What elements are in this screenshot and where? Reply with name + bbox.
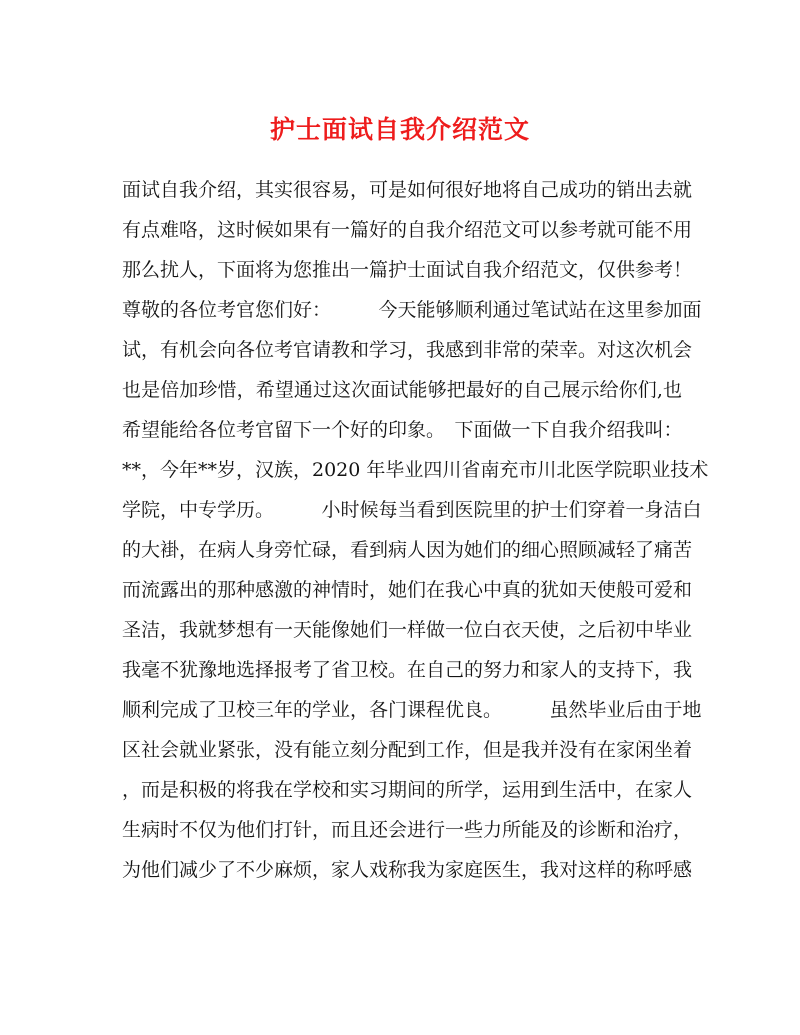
body-line: 学院，中专学历。 小时候每当看到医院里的护士们穿着一身洁白 (122, 499, 702, 521)
body-line: 也是倍加珍惜，希望通过这次面试能够把最好的自己展示给你们,也 (122, 379, 682, 401)
body-line: 有点难咯，这时候如果有一篇好的自我介绍范文可以参考就可能不用 (122, 219, 693, 241)
body-line: 而流露出的那种感激的神情时，她们在我心中真的犹如天使般可爱和 (122, 579, 693, 601)
document-body (122, 170, 709, 890)
body-line: 顺利完成了卫校三年的学业，各门课程优良。 虽然毕业后由于地 (122, 699, 702, 721)
body-line: **，今年**岁，汉族，2020 年毕业四川省南充市川北医学院职业技术 (122, 459, 709, 481)
body-line: 那么扰人，下面将为您推出一篇护士面试自我介绍范文，仅供参考！ (122, 259, 693, 281)
body-line: 区社会就业紧张，没有能立刻分配到工作，但是我并没有在家闲坐着 (122, 739, 693, 761)
body-line: 尊敬的各位考官您们好： 今天能够顺利通过笔试站在这里参加面 (122, 299, 702, 321)
document-title: 护士面试自我介绍范文 (269, 115, 530, 144)
body-line: 试，有机会向各位考官请教和学习，我感到非常的荣幸。对这次机会 (122, 339, 693, 361)
body-line: 圣洁，我就梦想有一天能像她们一样做一位白衣天使，之后初中毕业 (122, 619, 693, 641)
body-line: ，而是积极的将我在学校和实习期间的所学，运用到生活中，在家人 (122, 779, 693, 801)
body-line: 希望能给各位考官留下一个好的印象。 下面做一下自我介绍我叫： (122, 419, 683, 441)
body-line: 我毫不犹豫地选择报考了省卫校。在自己的努力和家人的支持下，我 (122, 659, 693, 681)
body-line: 为他们减少了不少麻烦，家人戏称我为家庭医生，我对这样的称呼感 (122, 859, 693, 881)
body-line: 面试自我介绍，其实很容易，可是如何很好地将自己成功的销出去就 (122, 179, 693, 201)
body-line: 生病时不仅为他们打针，而且还会进行一些力所能及的诊断和治疗， (122, 819, 693, 841)
body-line: 的大褂，在病人身旁忙碌，看到病人因为她们的细心照顾减轻了痛苦 (122, 539, 693, 561)
